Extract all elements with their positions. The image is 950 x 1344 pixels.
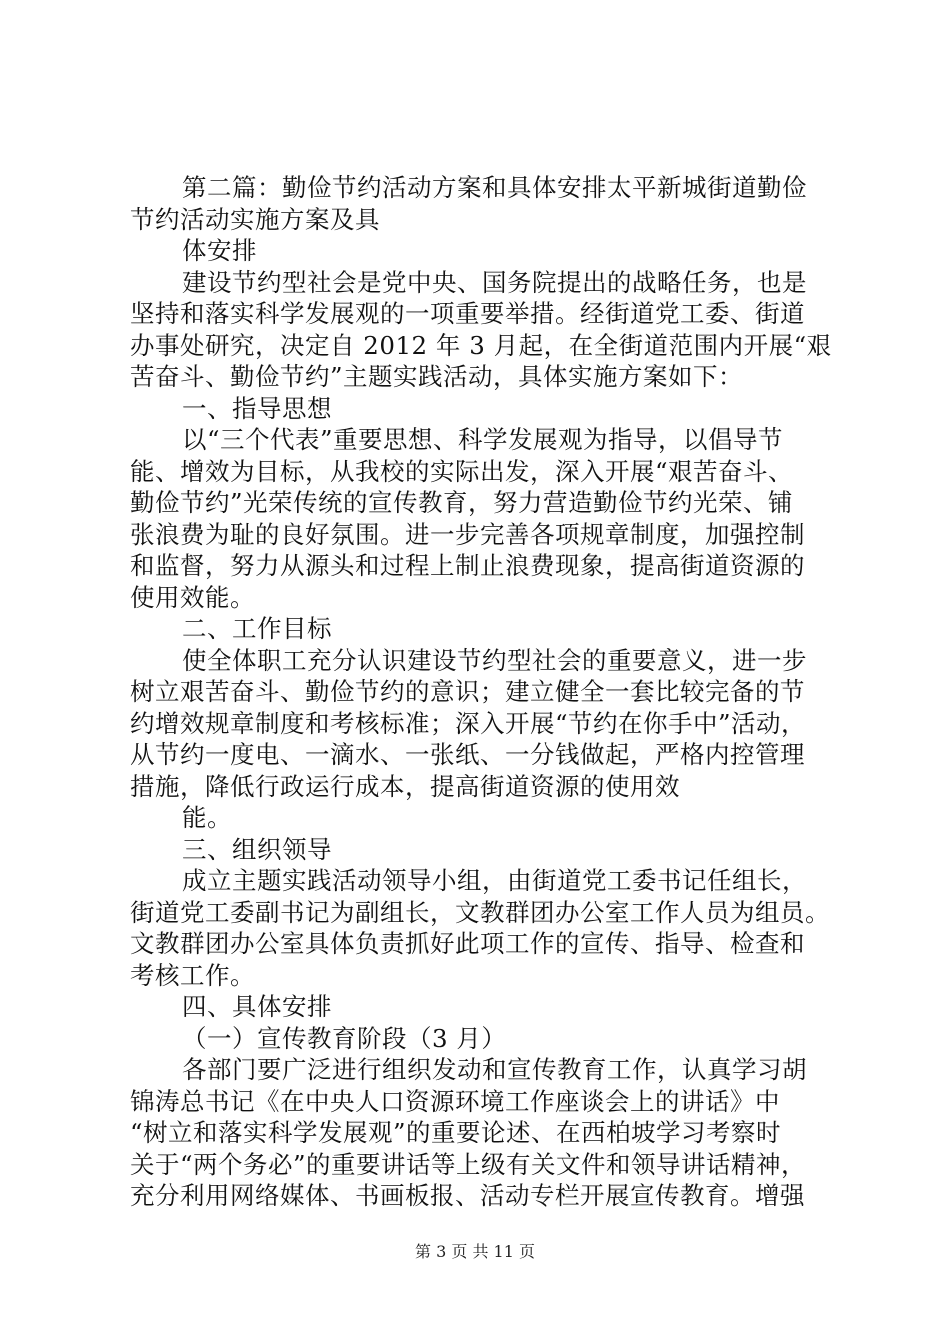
text-line: 第二篇：勤俭节约活动方案和具体安排太平新城街道勤俭 <box>182 173 807 202</box>
text-line: 考核工作。 <box>130 960 255 990</box>
text-line: 从节约一度电、一滴水、一张纸、一分钱做起，严格内控管理 <box>130 740 805 769</box>
text-line: 能。 <box>182 803 232 832</box>
text-line: 街道党工委副书记为副组长，文教群团办公室工作人员为组员。 <box>130 897 830 927</box>
text-line: 苦奋斗、勤俭节约”主题实践活动，具体实施方案如下： <box>130 362 744 391</box>
text-line: 树立艰苦奋斗、勤俭节约的意识；建立健全一套比较完备的节 <box>130 677 805 706</box>
text-line: 文教群团办公室具体负责抓好此项工作的宣传、指导、检查和 <box>130 929 805 958</box>
text-line: 使用效能。 <box>130 582 255 612</box>
text-line: 措施，降低行政运行成本，提高街道资源的使用效 <box>130 771 680 801</box>
text-line: 张浪费为耻的良好氛围。进一步完善各项规章制度，加强控制 <box>130 519 805 549</box>
text-line: 四、具体安排 <box>182 992 332 1021</box>
text-line: “树立和落实科学发展观”的重要论述、在西柏坡学习考察时 <box>130 1118 782 1147</box>
document-body <box>130 172 830 1212</box>
text-line: 一、指导思想 <box>182 393 332 423</box>
text-line: 勤俭节约”光荣传统的宣传教育，努力营造勤俭节约光荣、铺 <box>130 488 794 517</box>
text-line: 各部门要广泛进行组织发动和宣传教育工作，认真学习胡 <box>182 1055 807 1084</box>
text-line: 三、组织领导 <box>182 834 332 864</box>
text-line: 坚持和落实科学发展观的一项重要举措。经街道党工委、街道 <box>130 299 805 328</box>
text-line: 使全体职工充分认识建设节约型社会的重要意义，进一步 <box>182 645 807 675</box>
text-line: 锦涛总书记《在中央人口资源环境工作座谈会上的讲话》中 <box>130 1086 780 1116</box>
text-line: 节约活动实施方案及具 <box>130 204 380 234</box>
text-line: 体安排 <box>182 236 257 265</box>
text-line: （一）宣传教育阶段（3 月） <box>182 1023 507 1053</box>
text-line: 能、增效为目标，从我校的实际出发，深入开展“艰苦奋斗、 <box>130 456 794 486</box>
page-footer: 第 3 页 共 11 页 <box>415 1242 535 1261</box>
text-line: 建设节约型社会是党中央、国务院提出的战略任务，也是 <box>182 267 807 297</box>
text-line: 成立主题实践活动领导小组，由街道党工委书记任组长， <box>182 866 807 895</box>
text-line: 二、工作目标 <box>182 614 332 643</box>
text-line: 以“三个代表”重要思想、科学发展观为指导，以倡导节 <box>182 425 784 454</box>
text-line: 约增效规章制度和考核标准；深入开展“节约在你手中”活动， <box>130 708 807 738</box>
text-line: 充分利用网络媒体、书画板报、活动专栏开展宣传教育。增强 <box>130 1181 805 1210</box>
text-line: 和监督，努力从源头和过程上制止浪费现象，提高街道资源的 <box>130 551 805 580</box>
text-line: 办事处研究，决定自 2012 年 3 月起，在全街道范围内开展“艰 <box>130 330 832 360</box>
text-line: 关于“两个务必”的重要讲话等上级有关文件和领导讲话精神， <box>130 1149 807 1179</box>
